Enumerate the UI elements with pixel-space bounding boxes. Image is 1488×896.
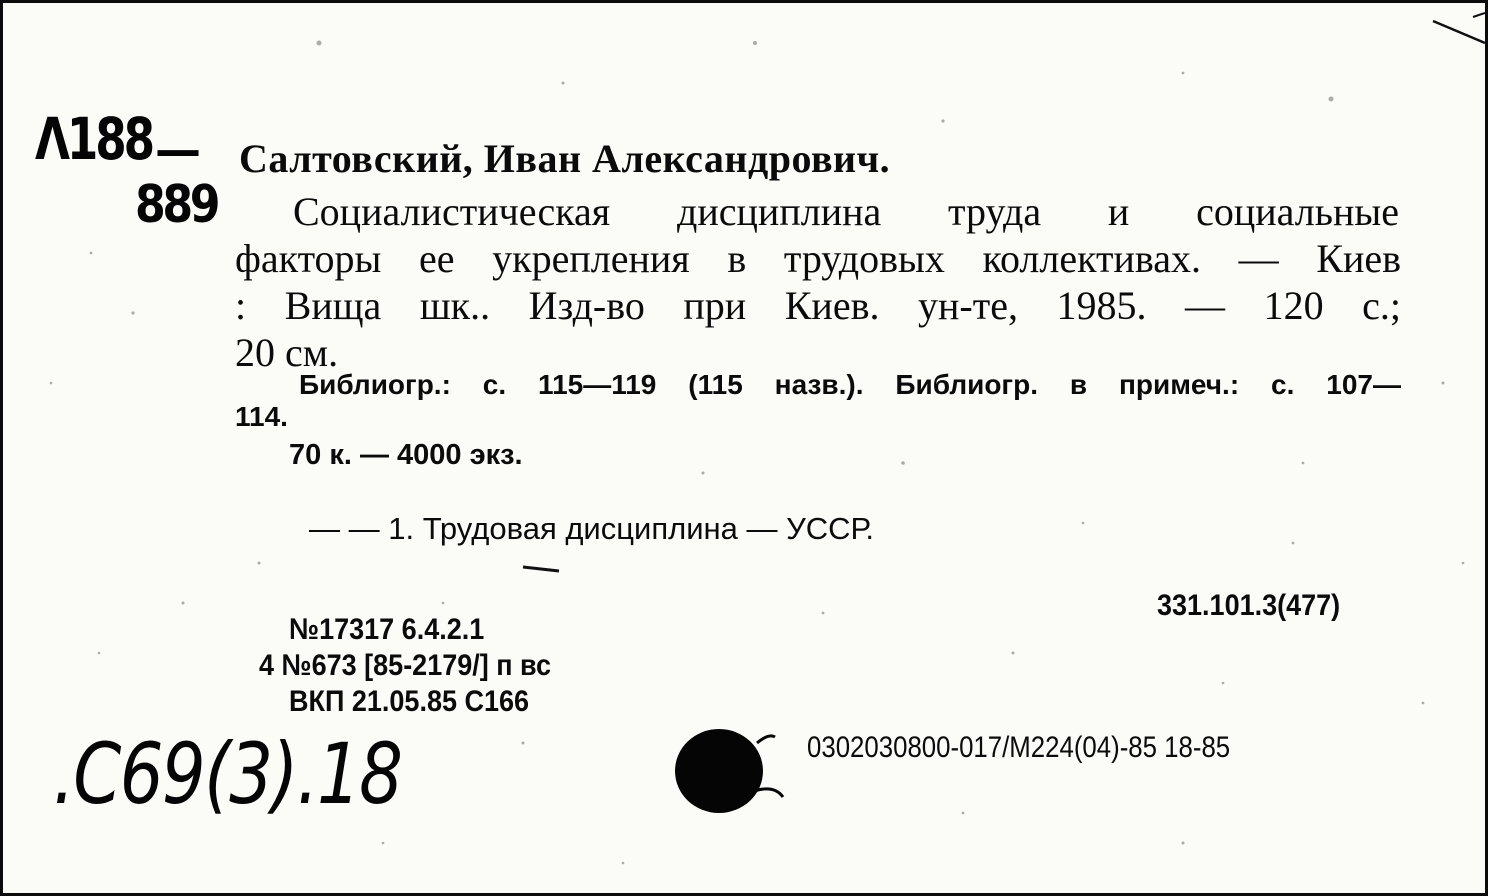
- title-line-1: Социалистическая дисциплина труда и социальные: [293, 189, 1399, 234]
- title-line-2: факторы ее укрепления в трудовых коллективах. — Киев: [235, 236, 1401, 281]
- udc-classification: 331.101.3(477): [1157, 589, 1341, 622]
- title-line-3: : Вища шк.. Изд-во при Киев. ун-те, 1985. — 120 с.;: [235, 283, 1401, 328]
- biblio-line-2: 114.: [235, 401, 288, 432]
- registry-line-2: 4 №673 [85-2179/] п вс: [259, 649, 551, 682]
- biblio-line-1: Библиогр.: с. 115—119 (115 назв.). Библиогр. в примеч.: с. 107—: [299, 369, 1401, 400]
- catalog-code: 0302030800-017/М224(04)-85 18-85: [807, 731, 1231, 764]
- title-line-4: 20 см.: [235, 330, 339, 375]
- registry-line-3: ВКП 21.05.85 С166: [289, 685, 530, 718]
- price-line: 70 к. — 4000 экз.: [289, 439, 523, 471]
- author-heading: Салтовский, Иван Александрович.: [239, 136, 891, 181]
- handwritten-shelf-number: .С69(3).18: [53, 725, 402, 823]
- call-number-top: Λ188: [35, 105, 152, 173]
- subject-heading: — — 1. Трудовая дисциплина — УССР.: [309, 511, 874, 546]
- registry-line-1: №17317 6.4.2.1: [289, 613, 485, 646]
- call-number-dash: —: [155, 123, 201, 177]
- call-number-bottom: 889: [135, 175, 218, 235]
- punch-hole-mark: [671, 723, 787, 815]
